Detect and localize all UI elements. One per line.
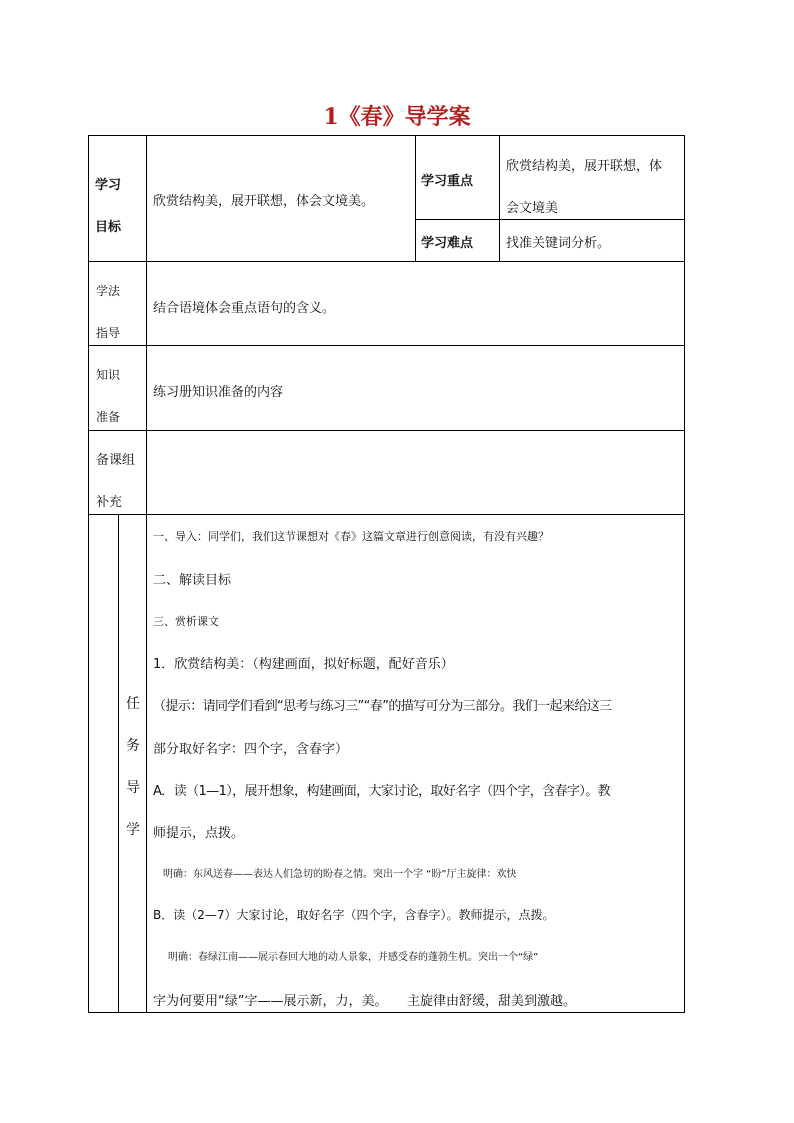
task-label-char: 导 (126, 780, 140, 796)
difficulty-text: 找准关键词分析。 (506, 236, 611, 251)
task-line: 师提示，点拨。 (153, 826, 245, 841)
knowledge-content: 练习册知识准备的内容 (153, 385, 284, 400)
task-label-char: 学 (126, 822, 140, 838)
table-border-left (88, 135, 89, 1013)
page-title: 1《春》导学案 (323, 104, 471, 130)
table-col-divider (499, 135, 500, 262)
table-col-divider (146, 135, 147, 1013)
goal-content: 欣赏结构美，展开联想，体会文境美。 (153, 194, 375, 209)
task-line: 明确：春绿江南——展示春回大地的动人景象，并感受春的蓬勃生机。突出一个“绿” (168, 952, 539, 963)
method-label: 学法 指导 (96, 284, 121, 340)
task-line: B．读（2—7）大家讨论，取好名字（四个字，含春字）。教师提示，点拨。 (153, 908, 555, 922)
knowledge-label: 知识 准备 (96, 368, 121, 424)
task-line: 部分取好名字：四个字，含春字） (153, 742, 349, 757)
task-line: （提示：请同学们看到“思考与练习三”“春”的描写可分为三部分。我们一起来给这三 (153, 699, 612, 714)
table-divider (88, 514, 685, 515)
table-divider (88, 430, 685, 431)
task-line: A．读（1—1），展开想象，构建画面，大家讨论，取好名字（四个字，含春字）。教 (153, 784, 611, 799)
task-line: 明确：东风送春——表达人们急切的盼春之情。突出一个字 “盼”厅主旋律：欢快 (163, 869, 517, 880)
table-col-divider (118, 514, 119, 1013)
table-col-divider (415, 135, 416, 262)
key-point-text: 欣赏结构美，展开联想，体 会文境美 (506, 159, 663, 216)
task-line: 二、解读目标 (153, 573, 232, 588)
task-label-char: 务 (126, 738, 140, 754)
key-point-label: 学习重点 (421, 174, 474, 189)
task-line: 一、导入：同学们，我们这节课想对《春》这篇文章进行创意阅读，有没有兴趣？ (153, 530, 549, 543)
prep-label: 备课组 补充 (96, 453, 136, 510)
difficulty-label: 学习难点 (421, 236, 474, 251)
task-line: 1．欣赏结构美：（构建画面，拟好标题，配好音乐） (153, 657, 454, 672)
task-line: 三、赏析课文 (153, 615, 219, 628)
task-line: 字为何要用“绿”字——展示新，力，美。 主旋律由舒缓，甜美到激越。 (153, 994, 576, 1009)
method-content: 结合语境体会重点语句的含义。 (153, 301, 336, 316)
table-border-top (88, 135, 685, 136)
task-label-char: 任 (126, 696, 140, 712)
table-border-bottom (88, 1012, 685, 1013)
goal-label: 学习 目标 (95, 178, 122, 235)
table-border-right (684, 135, 685, 1013)
table-divider (88, 261, 685, 262)
table-divider (88, 345, 685, 346)
